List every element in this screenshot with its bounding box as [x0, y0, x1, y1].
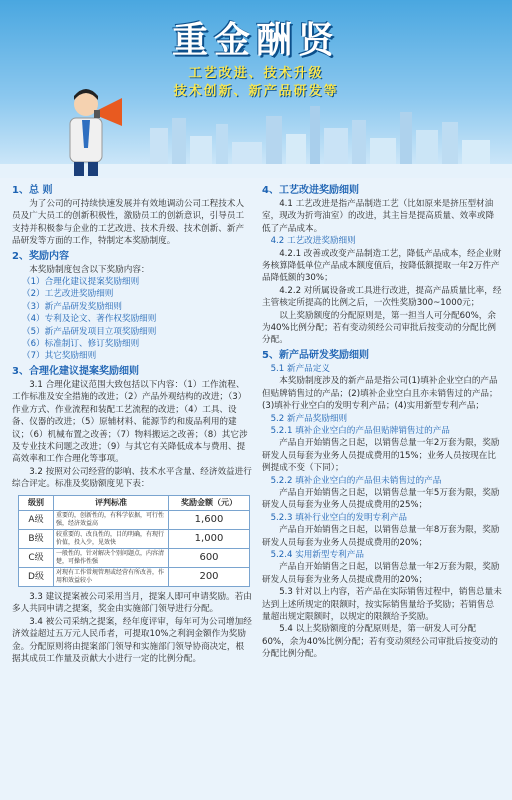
section-5-1-subheading: 5.1 新产品定义 — [270, 363, 330, 374]
section-5-3-text: 5.3 针对以上内容，若产品在实际销售过程中，销售总量未达到上述所规定的限额时，按实际销售量给予奖励；若销售总量超出规定限额时，以规定的限额给予奖励。 — [262, 587, 502, 622]
section-3-heading: 3、合理化建议提案奖励细则 — [12, 365, 139, 377]
reward-level-table — [18, 495, 250, 587]
criteria-cell: 重要的，创新性的，有科学依据，可行性强，经济效益高 — [54, 510, 169, 529]
section-4-note: 以上奖励额度的分配原则是，第一担当人可分配60%，余为40%比例分配；若有变动须经公司审批后按变动的分配比例分配。 — [262, 310, 496, 346]
table-header-criteria: 评判标准 — [54, 495, 169, 510]
reward-item: （3）新产品研发奖励细则 — [22, 301, 122, 312]
section-3-1-text: 3.1 合理化建议范围大致包括以下内容：（1）工作流程、工作标准及安全措施的改进；（2）产品外观结构的改进；（3）作业方式、作业流程和装配工艺流程的改进；（4）工具、设备、仪器的改进；（5）原辅材料、能源节约和废品利用的建议；（6）机械布置之改善；（7）物料搬运之改善；（8）其它涉及专业技术问题之改进；（9）与其它有关降低成本与费用、提高效率和工作合理化等事项。 — [12, 379, 248, 465]
right-column — [262, 182, 502, 661]
table-row — [19, 548, 250, 567]
section-1-heading: 1、总 则 — [12, 185, 53, 196]
section-5-2-3-heading: 5.2.3 填补行业空白的发明专利产品 — [270, 512, 407, 523]
section-4-heading: 4、工艺改进奖励细则 — [262, 185, 359, 196]
section-3-3-text: 3.3 建议提案被公司采用当月，提案人即可申请奖励。若由多人共同申请之提案，奖金由实施部门领导进行分配。 — [12, 591, 252, 615]
reward-item: （2）工艺改进奖励细则 — [22, 289, 114, 300]
section-3-4-text: 3.4 被公司采纳之提案，经年度评审，每年可为公司增加经济效益超过五万元人民币者，可提取10%之利润金额作为奖励金。分配原则将由提案部门领导和实施部门领导协商决定，根据其成员工作量及贡献大小进行一定的比例分配。 — [12, 616, 252, 664]
level-cell: B级 — [19, 529, 54, 548]
section-4-1-text: 4.1 工艺改进是指产品制造工艺（比如原来是挤压型材油室，现改为折弯油室）的改进，其主旨是提高质量、效率或降低了产品成本。 — [262, 199, 495, 234]
table-row — [19, 529, 250, 548]
section-5-2-2-heading: 5.2.2 填补企业空白的产品但未销售过的产品 — [270, 475, 442, 486]
section-2-heading: 2、奖励内容 — [12, 250, 69, 262]
amount-cell: 200 — [169, 567, 250, 586]
criteria-cell: 对现有工作常规管理或经营有所改善，作用和效益较小 — [54, 567, 169, 586]
poster-title: 重金酬贤 — [171, 20, 340, 61]
section-5-2-4-text: 产品自开始销售之日起，以销售总量一年2万套为限，奖励研发人员每套为业务人员提成费用的20%； — [262, 562, 500, 585]
content-columns — [0, 178, 512, 800]
amount-cell: 1,600 — [169, 510, 250, 529]
section-5-2-4-heading: 5.2.4 实用新型专利产品 — [270, 549, 364, 560]
reward-item: （1）合理化建议提案奖励细则 — [22, 277, 140, 288]
section-2-intro: 本奖励制度包含以下奖励内容： — [29, 264, 150, 275]
section-5-4-text: 5.4 以上奖励额度的分配原则是，第一研发人可分配60%，余为40%比例分配；若有变动须经公司审批后按变动的分配比例分配。 — [262, 624, 498, 660]
reward-item: （6）标准制订、修订奖励细则 — [22, 339, 140, 350]
criteria-cell: 较重要的、改良性的，目的明确，有现行价值，投入少，见效快 — [54, 529, 169, 548]
table-header-amount: 奖励金额（元） — [169, 495, 250, 510]
criteria-cell: 一般性的，针对解决个别问题点，内容清楚，可操作性强 — [54, 548, 169, 567]
reward-item: （5）新产品研发项目立项奖励细则 — [22, 326, 157, 337]
section-4-2-1-text: 4.2.1 改善或改变产品制造工艺，降低产品成本，经企业财务核算降低单位产品成本额度值后，按降低额提取一年2万件产品降低额的30%； — [262, 248, 502, 284]
section-5-heading: 5、新产品研发奖励细则 — [262, 349, 369, 361]
table-row — [19, 567, 250, 586]
reward-item: （4）专利及论文、著作权奖励细则 — [22, 314, 157, 325]
section-4-2-2-text: 4.2.2 对所属设备或工具进行改进，提高产品质量比率，经主管核定所提高的比例之后，一次性奖励300~1000元； — [262, 285, 502, 309]
table-row — [19, 510, 250, 529]
amount-cell: 600 — [169, 548, 250, 567]
section-5-2-1-heading: 5.2.1 填补企业空白的产品但贴牌销售过的产品 — [270, 425, 450, 436]
poster-subtitle-1: 工艺改进、技术升级 — [188, 66, 324, 81]
section-1-text: 为了公司的可持续快速发展并有效地调动公司工程技术人员及广大员工的创新积极性，激励员工的创新意识，引导员工支持并积极参与企业的工艺改进、技术升级、技术创新、新产品研发等方面的工作，特制定本奖励制度。 — [12, 199, 245, 247]
amount-cell: 1,000 — [169, 529, 250, 548]
level-cell: A级 — [19, 510, 54, 529]
level-cell: D级 — [19, 567, 54, 586]
level-cell: C级 — [19, 548, 54, 567]
section-5-2-1-text: 产品自开始销售之日起，以销售总量一年2万套为限，奖励研发人员每套为业务人员提成费用的15%；业务人员按现在比例提成不变（下同）； — [262, 438, 500, 474]
section-3-2-text: 3.2 按照对公司经营的影响、技术水平含量、经济效益进行综合评定。标准及奖励额度见下表： — [12, 466, 252, 490]
poster-subtitle-2: 技术创新、新产品研发等 — [173, 84, 339, 99]
reward-item: （7）其它奖励细则 — [22, 351, 97, 362]
left-column — [12, 182, 252, 665]
section-5-2-subheading: 5.2 新产品奖励细则 — [270, 413, 348, 424]
section-5-definition: 本奖励制度涉及的新产品是指公司(1)填补企业空白的产品但贴牌销售过的产品；(2)填补企业空白且亦未销售过的产品；(3)填补行业空白的发明专利产品；(4)实用新型专利产品； — [262, 376, 498, 412]
hero-banner — [0, 0, 512, 178]
section-5-2-3-text: 产品自开始销售之日起，以销售总量一年8万套为限，奖励研发人员每套为业务人员提成费用的20%； — [262, 525, 500, 548]
section-4-2-subheading: 4.2 工艺改进奖励细则 — [270, 236, 356, 247]
section-5-2-2-text: 产品自开始销售之日起，以销售总量一年5万套为限，奖励研发人员每套为业务人员提成费用的25%； — [262, 487, 500, 511]
table-header-level: 级别 — [19, 495, 54, 510]
